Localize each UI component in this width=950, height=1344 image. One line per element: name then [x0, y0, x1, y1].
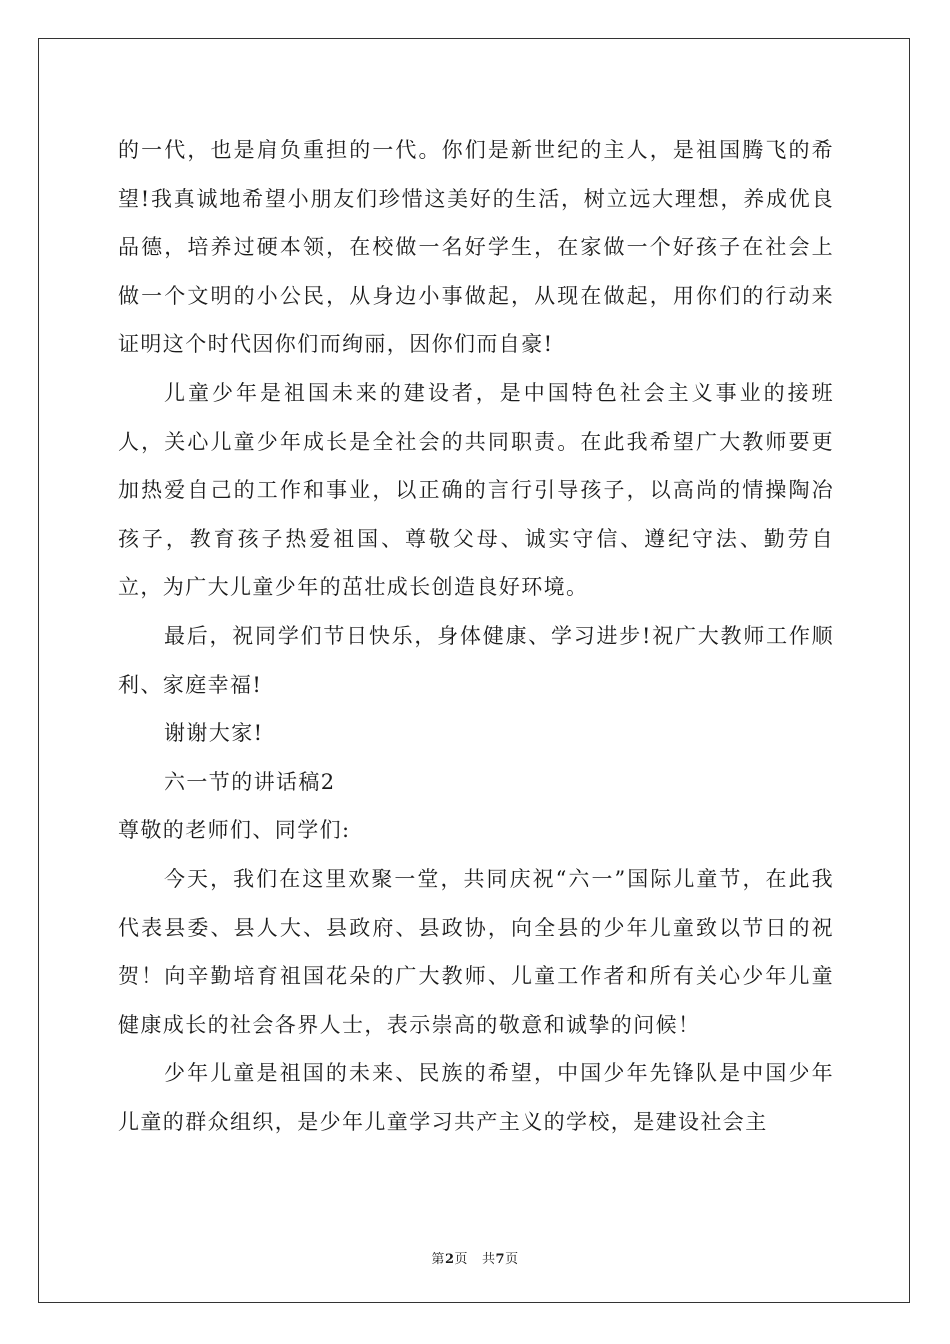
document-body [118, 126, 834, 1146]
total-suffix: 页 [505, 1252, 519, 1267]
page-suffix: 页 [454, 1252, 468, 1267]
paragraph-7: 今天，我们在这里欢聚一堂，共同庆祝“六一”国际儿童节，在此我代表县委、县人大、县政府、县政协，向全县的少年儿童致以节日的祝贺！向辛勤培育祖国花朵的广大教师、儿童工作者和所有关心少年儿童健康成长的社会各界人士，表示崇高的敬意和诚挚的问候！ [118, 866, 834, 1037]
page-number: 2 [444, 1252, 455, 1267]
total-pages: 7 [495, 1252, 506, 1267]
paragraph-2: 儿童少年是祖国未来的建设者，是中国特色社会主义事业的接班人，关心儿童少年成长是全社会的共同职责。在此我希望广大教师要更加热爱自己的工作和事业，以正确的言行引导孩子，以高尚的情操陶冶孩子，教育孩子热爱祖国、尊敬父母、诚实守信、遵纪守法、勤劳自立，为广大儿童少年的茁壮成长创造良好环境。 [118, 380, 834, 600]
paragraph-1: 的一代，也是肩负重担的一代。你们是新世纪的主人，是祖国腾飞的希望!我真诚地希望小朋友们珍惜这美好的生活，树立远大理想，养成优良品德，培养过硬本领，在校做一名好学生，在家做一个好孩子在社会上做一个文明的小公民，从身边小事做起，从现在做起，用你们的行动来证明这个时代因你们而绚丽，因你们而自豪! [118, 138, 834, 357]
total-prefix: 共 [482, 1252, 496, 1267]
page-prefix: 第 [431, 1252, 445, 1267]
section-heading: 六一节的讲话稿2 [164, 769, 336, 794]
paragraph-3: 最后，祝同学们节日快乐，身体健康、学习进步!祝广大教师工作顺利、家庭幸福! [118, 623, 834, 697]
paragraph-8: 少年儿童是祖国的未来、民族的希望，中国少年先锋队是中国少年儿童的群众组织，是少年儿童学习共产主义的学校，是建设社会主 [118, 1061, 834, 1134]
salutation: 尊敬的老师们、同学们: [118, 818, 351, 843]
page-footer [0, 1248, 950, 1267]
paragraph-4: 谢谢大家! [164, 721, 264, 746]
